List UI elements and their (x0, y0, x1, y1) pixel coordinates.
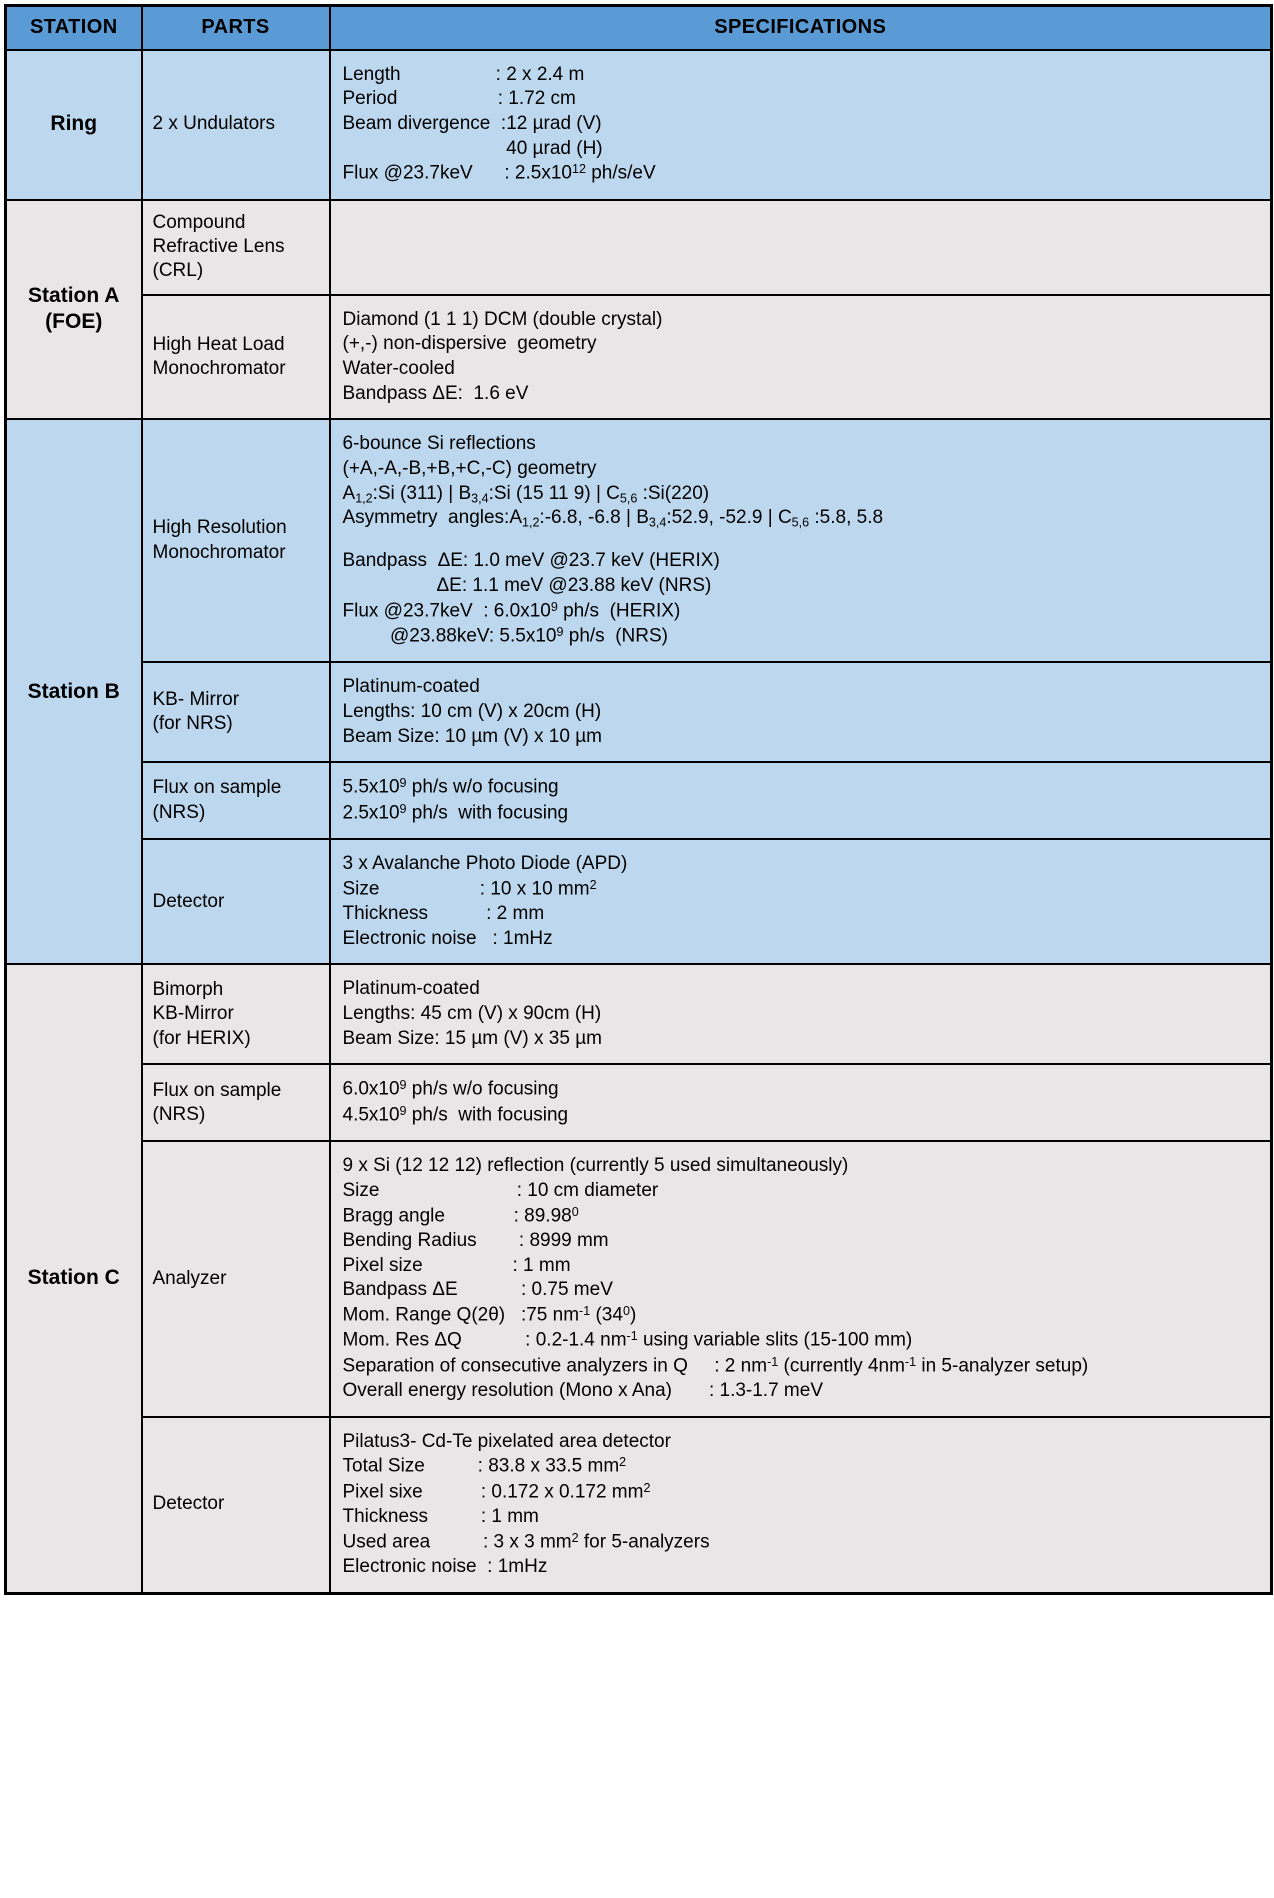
parts-cell (142, 1417, 330, 1594)
specifications-cell (330, 662, 1272, 762)
spec-line: Water-cooled (342, 357, 455, 379)
spec-line: $4.5x10^9$ ph/s with focusing (342, 1103, 569, 1126)
spec-line: Pixel size : 1 mm (342, 1254, 571, 1276)
station-label-line: (FOE) (45, 310, 103, 334)
parts-cell (142, 964, 330, 1064)
table-header (6, 6, 1272, 50)
spec-line: Pilatus3- Cd-Te pixelated area detector (342, 1430, 671, 1452)
station-label-line: Station C (27, 1266, 120, 1290)
parts-cell (142, 1064, 330, 1141)
parts-line: 2 x Undulators (152, 113, 276, 135)
parts-cell (142, 419, 330, 662)
parts-line: Monochromator (152, 357, 286, 379)
table-row (6, 762, 1272, 839)
spec-line: (+,-) non-dispersive geometry (342, 333, 597, 355)
spacer-line (343, 531, 1261, 549)
specifications-cell (330, 1064, 1272, 1141)
station-cell (6, 419, 142, 964)
parts-line: Monochromator (152, 541, 286, 563)
header-row (6, 6, 1272, 50)
table-body (6, 50, 1272, 1594)
table-row (6, 295, 1272, 420)
specifications-cell (330, 419, 1272, 662)
specifications-cell (330, 1141, 1272, 1416)
spec-line: Length : 2 x 2.4 m (342, 63, 585, 85)
table-row (6, 1141, 1272, 1416)
parts-line: (NRS) (152, 801, 206, 823)
table-row (6, 200, 1272, 295)
spec-line: Mom. Range Q(2θ) :75 $nm^{-1}$ $(34^0)$ (342, 1303, 637, 1326)
spec-line: Flux @23.7keV : $6.0x10^9$ ph/s (HERIX) (342, 599, 681, 622)
specifications-cell (330, 1417, 1272, 1594)
spec-line: Flux @23.7keV : $2.5x10^{12}$ ph/s/eV (342, 162, 656, 184)
parts-cell (142, 1141, 330, 1416)
spec-line: Period : 1.72 cm (342, 88, 576, 110)
spec-line: Electronic noise : 1mHz (342, 1555, 548, 1577)
spec-line: Asymmetry $angles:A_{1,2}:-6.8$, -6.8 | $B_{3,4}:52.9$, -52.9 | $C_{5,6}$ :5.8, 5.8 (342, 507, 884, 530)
spec-line: 40 µrad (H) (342, 137, 603, 159)
parts-line: (for HERIX) (152, 1027, 251, 1049)
parts-cell (142, 50, 330, 200)
parts-line: (CRL) (152, 260, 204, 282)
table-row (6, 964, 1272, 1064)
table-row (6, 1417, 1272, 1594)
spec-line: Beam Size: 15 µm (V) x 35 µm (342, 1027, 602, 1049)
spec-line: Separation of consecutive analyzers in Q : 2 $nm^{-1}$ (currently $4nm^{-1}$ in 5-analyzer setup) (342, 1354, 1089, 1377)
parts-cell (142, 200, 330, 295)
table-row (6, 1064, 1272, 1141)
spec-line: Bandpass ΔE: 1.6 eV (342, 382, 529, 404)
spec-line: Lengths: 10 cm (V) x 20cm (H) (342, 701, 602, 722)
specifications-cell (330, 295, 1272, 420)
spec-line: 3 x Avalanche Photo Diode (APD) (342, 853, 628, 875)
parts-line: Detector (152, 1493, 225, 1515)
spec-line: $A_{1,2}:Si$ (311) | $B_{3,4}:Si$ (15 11 9) | $C_{5,6}$ :Si(220) (342, 482, 710, 506)
parts-line: Analyzer (152, 1267, 227, 1289)
parts-line: (for NRS) (152, 713, 233, 735)
table-row (6, 419, 1272, 662)
column-header-station: STATION (6, 6, 142, 50)
station-cell (6, 50, 142, 200)
parts-line: Bimorph (152, 978, 224, 1000)
table-row (6, 50, 1272, 200)
parts-line: Flux on sample (152, 1079, 282, 1101)
parts-cell (142, 762, 330, 839)
station-label-line: Station B (27, 679, 120, 703)
spec-line: Diamond (1 1 1) DCM (double crystal) (342, 308, 663, 330)
spec-line: Platinum-coated (342, 676, 480, 698)
parts-line: Compound (152, 211, 246, 233)
parts-cell (142, 295, 330, 420)
spec-line: Bandpass ΔE: 1.0 meV @23.7 keV (HERIX) (342, 550, 720, 572)
spec-line: Pixel sixe : 0.172 x 0.172 $mm^2$ (342, 1480, 651, 1503)
spec-line: Electronic noise : 1mHz (342, 927, 553, 949)
parts-line: (NRS) (152, 1103, 206, 1125)
station-label-line: Station A (28, 284, 120, 308)
spec-line: Bragg angle : 89.98$^0$ (342, 1204, 579, 1227)
spec-line: Mom. Res ΔQ : 0.2-1.4 $nm^{-1}$ using variable slits (15-100 mm) (342, 1329, 913, 1351)
parts-line: KB- Mirror (152, 689, 240, 711)
specifications-cell (330, 839, 1272, 964)
column-header-specifications: SPECIFICATIONS (330, 6, 1272, 50)
specifications-cell (330, 50, 1272, 200)
specifications-cell (330, 200, 1272, 295)
spec-line: ΔE: 1.1 meV @23.88 keV (NRS) (342, 574, 712, 596)
spec-line: Beam Size: 10 µm (V) x 10 µm (342, 725, 602, 747)
spec-line: $5.5x10^9$ ph/s w/o focusing (342, 776, 559, 799)
parts-line: High Heat Load (152, 333, 285, 355)
spec-line: $2.5x10^9$ ph/s with focusing (342, 801, 569, 824)
parts-line: Detector (152, 890, 225, 912)
station-cell (6, 200, 142, 420)
parts-cell (142, 839, 330, 964)
spec-line: $6.0x10^9$ ph/s w/o focusing (342, 1078, 559, 1101)
table-row (6, 839, 1272, 964)
parts-line: Refractive Lens (152, 235, 285, 257)
spec-line: Bending Radius : 8999 mm (342, 1229, 609, 1251)
specifications-cell (330, 762, 1272, 839)
parts-line: High Resolution (152, 517, 287, 539)
station-label-line: Ring (50, 112, 98, 136)
spec-line: Size : 10 cm diameter (342, 1179, 659, 1201)
parts-line: KB-Mirror (152, 1003, 234, 1025)
spec-line: Thickness : 2 mm (342, 903, 545, 925)
station-cell (6, 964, 142, 1593)
spec-line: Beam divergence :12 µrad (V) (342, 112, 602, 134)
spec-line: Bandpass ΔE : 0.75 meV (342, 1279, 613, 1301)
parts-cell (142, 662, 330, 762)
column-header-parts: PARTS (142, 6, 330, 50)
spec-line: @23.88keV: $5.5x10^9$ ph/s (NRS) (342, 624, 668, 647)
spec-line: Platinum-coated (342, 978, 480, 1000)
spec-line: (+A,-A,-B,+B,+C,-C) geometry (342, 457, 597, 479)
spec-line: Thickness : 1 mm (342, 1505, 539, 1527)
spec-line: 6-bounce Si reflections (342, 433, 536, 455)
table-row (6, 662, 1272, 762)
specifications-table (4, 4, 1273, 1595)
spec-line: Total Size : 83.8 x 33.5 $mm^2$ (342, 1455, 627, 1477)
spec-line: Size : 10 x 10 $mm^2$ (342, 877, 597, 900)
spec-line: Overall energy resolution (Mono x Ana) : 1.3-1.7 meV (342, 1379, 824, 1401)
specifications-cell (330, 964, 1272, 1064)
spec-line: Lengths: 45 cm (V) x 90cm (H) (342, 1003, 602, 1025)
spec-line: 9 x Si (12 12 12) reflection (currently 5 used simultaneously) (342, 1155, 849, 1177)
parts-line: Flux on sample (152, 777, 282, 799)
spec-line: Used area : 3 x 3 $mm^2$ for 5-analyzers (342, 1530, 710, 1553)
